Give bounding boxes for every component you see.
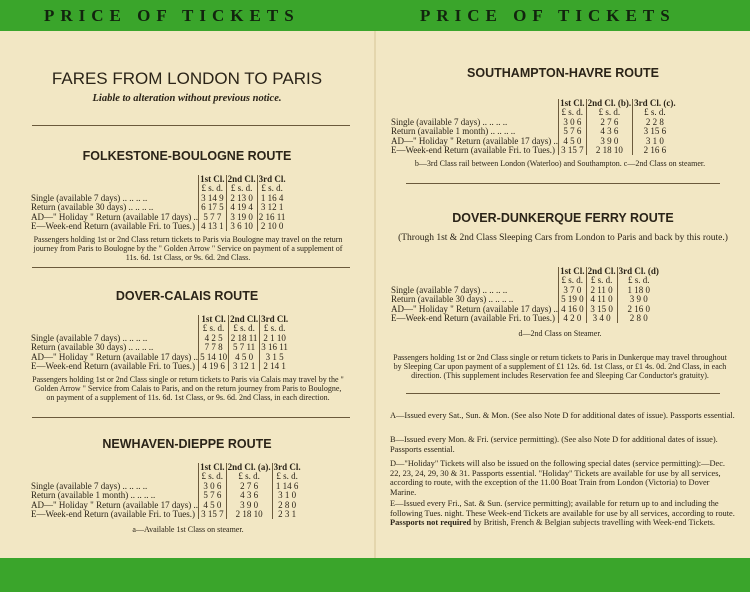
currency-header: £ s. d.: [559, 276, 587, 285]
column-header: 3rd Cl.: [258, 174, 286, 184]
note-e-emphasis: Passports not required: [390, 518, 472, 528]
dunkerque-class-note: d—2nd Class on Steamer.: [518, 329, 602, 338]
folkestone-note: Passengers holding 1st or 2nd Class return tickets to Paris via Boulogne may travel on the return journey from Paris to Boulogne by the " Golden Arrow " Service on payment of a supplement of 11s. 6d. 1st Class, or 9s. 6d. 2nd Class.: [33, 235, 343, 262]
column-header: 2nd Cl. (a).: [227, 462, 271, 472]
currency-header: £ s. d.: [226, 472, 272, 481]
fare-value: 3 12 1: [229, 362, 260, 371]
fare-value: 2 8 0: [272, 501, 302, 510]
fare-row: [30, 510, 302, 519]
fare-label: E—Week-end Return (available Fri. to Tues.): [31, 361, 195, 372]
right-page: [376, 31, 750, 558]
currency-header: £ s. d.: [617, 276, 660, 285]
fare-value: 3 12 1: [257, 203, 287, 212]
fare-value: 3 4 0: [586, 314, 617, 323]
fare-value: 2 10 0: [257, 222, 287, 231]
fare-row: [30, 222, 287, 231]
fare-value: 3 9 0: [586, 137, 633, 146]
fare-value: 2 18 10: [586, 146, 633, 155]
fare-value: 3 0 6: [559, 118, 587, 127]
fare-value: 4 19 4: [226, 203, 257, 212]
fare-value: 1 16 4: [257, 194, 287, 203]
fare-label: Single (available 7 days) .. .. .. ..: [391, 116, 508, 127]
note-b: B—Issued every Mon. & Fri. (service permitting). (See also Note D for additional dates of issue). Passports essential.: [390, 435, 718, 454]
fare-label: AD—" Holiday " Return (available 17 days) ..: [31, 351, 199, 362]
fare-value: 3 6 10: [226, 222, 257, 231]
fare-value: 3 0 6: [199, 482, 227, 491]
fare-value: 7 7 8: [199, 343, 229, 352]
newhaven-title: NEWHAVEN-DIEPPE ROUTE: [102, 437, 272, 451]
fare-label: Single (available 7 days) .. .. .. ..: [31, 480, 148, 491]
currency-header: £ s. d.: [633, 108, 677, 117]
column-header: 2nd Cl. (b).: [587, 98, 632, 108]
right-header: PRICE OF TICKETS: [420, 6, 676, 25]
fare-value: 2 13 0: [226, 194, 257, 203]
column-header: 1st Cl.: [199, 315, 229, 324]
dover-calais-title: DOVER-CALAIS ROUTE: [115, 289, 259, 303]
fare-label: Single (available 7 days) .. .. .. ..: [31, 192, 148, 203]
bottom-green-band: [0, 558, 750, 592]
newhaven-note: a—Available 1st Class on steamer.: [132, 525, 244, 534]
fare-value: 4 3 6: [226, 491, 272, 500]
dunkerque-title: DOVER-DUNKERQUE FERRY ROUTE: [452, 211, 674, 225]
fare-value: 4 5 0: [559, 137, 587, 146]
column-header: 1st Cl.: [200, 462, 225, 472]
fare-value: 5 7 6: [559, 127, 587, 136]
fare-row: [390, 146, 677, 155]
column-header: 3rd Cl.: [273, 462, 301, 472]
column-header: 2nd Cl.: [230, 314, 259, 324]
fare-value: 5 7 7: [199, 213, 227, 222]
fare-value: 2 16 11: [258, 211, 286, 222]
folkestone-fare-table: [30, 175, 287, 231]
currency-header: £ s. d.: [257, 184, 287, 193]
fare-value: 3 1 0: [272, 491, 302, 500]
currency-header: £ s. d.: [586, 276, 617, 285]
fare-row: [390, 314, 660, 323]
fare-value: 4 11 0: [586, 295, 617, 304]
fare-label: E—Week-end Return (available Fri. to Tues.): [391, 145, 555, 156]
fare-label: Single (available 7 days) .. .. .. ..: [391, 284, 508, 295]
fare-label: [390, 267, 559, 276]
note-a: A—Issued every Sat., Sun. & Mon. (See also Note D for additional dates of issue). Passports essential.: [390, 411, 735, 420]
fare-label: [30, 175, 199, 184]
fare-value: 4 2 0: [559, 314, 587, 323]
currency-header: £ s. d.: [260, 324, 290, 333]
fare-value: 2 18 10: [226, 510, 272, 519]
fare-value: 4 2 5: [199, 334, 229, 343]
header-row: [390, 267, 660, 276]
note-e-tail: by British, French & Belgian subjects travelling with Week-end Tickets.: [473, 518, 715, 528]
fare-value: 3 15 7: [199, 510, 227, 519]
fare-value: 2 14 1: [260, 362, 290, 371]
fare-label: Return (available 1 month) .. .. .. ..: [391, 126, 516, 137]
fare-value: 3 19 0: [226, 213, 257, 222]
currency-header: £ s. d.: [586, 108, 633, 117]
divider: [406, 183, 720, 184]
note-d: D—"Holiday" Tickets will also be issued on the following special dates (service permitting):—Dec. 22, 23, 24, 29, 30 & 31. Passports essential. "Holiday" Tickets are available for use by all services, according to route, with the exception of the 11.00 Boat Train from London (Victoria) to Dover Marine.: [390, 459, 726, 497]
fare-value: 2 3 1: [272, 510, 302, 519]
fare-value: 4 3 6: [586, 127, 633, 136]
column-header: 2nd Cl.: [227, 174, 256, 184]
fare-value: 2 18 11: [229, 334, 260, 343]
southampton-fare-table: [390, 99, 677, 155]
fare-value: 3 9 0: [617, 295, 660, 304]
fare-value: 4 16 0: [559, 305, 587, 314]
fare-value: 3 7 0: [559, 286, 587, 295]
fare-value: 4 5 0: [229, 353, 260, 362]
fare-value: 2 2 8: [633, 118, 677, 127]
fare-value: 1 18 0: [617, 286, 660, 295]
fare-label: Single (available 7 days) .. .. .. ..: [31, 332, 148, 343]
page-title: FARES FROM LONDON TO PARIS: [51, 69, 323, 88]
fare-label: Return (available 1 month) .. .. .. ..: [31, 490, 156, 501]
column-header: 3rd Cl. (c).: [634, 98, 676, 108]
fare-value: 3 15 7: [559, 146, 587, 155]
fare-value: 1 14 6: [272, 482, 302, 491]
column-header: 1st Cl.: [560, 98, 585, 108]
fare-label: AD—" Holiday " Return (available 17 days) ..: [31, 499, 199, 510]
fare-value: 3 15 6: [633, 127, 677, 136]
fare-label: AD—" Holiday " Return (available 17 days) ..: [31, 211, 199, 222]
note-e: [390, 499, 736, 528]
fare-value: 2 8 0: [617, 314, 660, 323]
column-header: 1st Cl.: [200, 174, 225, 184]
southampton-note: b—3rd Class rail between London (Waterloo) and Southampton. c—2nd Class on steamer.: [414, 159, 706, 168]
fare-value: 5 14 10: [200, 351, 228, 362]
left-page: [0, 31, 374, 558]
note-e-text: E—Issued every Fri., Sat. & Sun. (service permitting); available for return up to and including the following Tues. night. These Week-end Tickets are available for use by all services, according to route.: [390, 499, 735, 518]
fare-value: 2 7 6: [226, 482, 272, 491]
fare-label: [390, 99, 559, 108]
fare-value: 3 15 0: [586, 305, 617, 314]
dunkerque-subtitle: (Through 1st & 2nd Class Sleeping Cars from London to Paris and back by this route.): [398, 233, 728, 243]
divider: [32, 125, 350, 126]
fare-value: 5 19 0: [559, 295, 587, 304]
fare-label: AD—" Holiday " Return (available 17 days) ..: [391, 303, 559, 314]
currency-header: £ s. d.: [199, 472, 227, 481]
dunkerque-fare-table: [390, 267, 660, 323]
page-subtitle: Liable to alteration without previous notice.: [92, 93, 282, 104]
fare-label: Return (available 30 days) .. .. .. ..: [391, 294, 514, 305]
folkestone-title: FOLKESTONE-BOULOGNE ROUTE: [82, 149, 292, 163]
fare-value: 5 7 11: [229, 343, 260, 352]
fare-value: 4 5 0: [199, 501, 227, 510]
fare-label: E—Week-end Return (available Fri. to Tues.): [31, 221, 195, 232]
fare-value: 2 16 6: [633, 146, 677, 155]
divider: [32, 267, 350, 268]
left-header: PRICE OF TICKETS: [44, 6, 300, 25]
fare-value: 3 9 0: [226, 501, 272, 510]
fare-label: [30, 315, 199, 324]
currency-header: £ s. d.: [226, 184, 257, 193]
fare-value: 2 11 0: [586, 286, 617, 295]
currency-header: £ s. d.: [559, 108, 587, 117]
column-header: 2nd Cl.: [587, 266, 616, 276]
fare-value: 6 17 5: [199, 203, 227, 212]
currency-header: £ s. d.: [229, 324, 260, 333]
dover-calais-note: Passengers holding 1st or 2nd Class single or return tickets to Paris via Calais may travel by the " Golden Arrow " Service from Calais to Paris, and on the return journey from Paris to Boulogne, on payment of a supplement of 11s. 6d. 1st Class, or 9s. 6d. 2nd Class, in each direction.: [32, 375, 344, 402]
fare-value: 3 16 11: [261, 342, 288, 353]
fare-label: AD—" Holiday " Return (available 17 days) ..: [391, 135, 559, 146]
fare-value: 5 7 6: [199, 491, 227, 500]
currency-header: £ s. d.: [272, 472, 302, 481]
fare-value: 4 13 1: [199, 222, 227, 231]
divider: [406, 393, 720, 394]
column-header: 1st Cl.: [560, 266, 585, 276]
fare-value: 3 1 0: [633, 137, 677, 146]
fare-label: Return (available 30 days) .. .. .. ..: [31, 342, 154, 353]
fare-label: Return (available 30 days) .. .. .. ..: [31, 202, 154, 213]
fare-value: 2 7 6: [586, 118, 633, 127]
fare-row: [30, 362, 289, 371]
currency-header: £ s. d.: [199, 324, 229, 333]
header-row: [30, 463, 302, 472]
fare-value: 2 16 0: [617, 305, 660, 314]
column-header: 3rd Cl. (d): [618, 266, 659, 276]
column-header: 3rd Cl.: [261, 314, 289, 324]
fare-value: 3 14 9: [199, 194, 227, 203]
newhaven-fare-table: [30, 463, 302, 519]
divider: [32, 417, 350, 418]
fare-value: 4 19 6: [199, 362, 229, 371]
fare-label: E—Week-end Return (available Fri. to Tues.): [391, 313, 555, 324]
fare-label: E—Week-end Return (available Fri. to Tues.): [31, 509, 195, 520]
southampton-title: SOUTHAMPTON-HAVRE ROUTE: [467, 66, 659, 80]
fare-value: 3 1 5: [260, 353, 290, 362]
dunkerque-note: Passengers holding 1st or 2nd Class single or return tickets to Paris in Dunkerque may travel throughout by Sleeping Car upon payment of a supplement of £1 12s. 6d. 1st Class, or £1 4s. 0d. 2nd Class, in each direction. (This supplement includes Reservation fee and Sleeping Car Conductor's gratuity).: [393, 353, 727, 380]
dover-calais-fare-table: [30, 315, 289, 371]
fare-value: 2 1 10: [260, 334, 290, 343]
currency-header: £ s. d.: [199, 184, 227, 193]
header-row: [390, 99, 677, 108]
fare-label: [30, 463, 199, 472]
